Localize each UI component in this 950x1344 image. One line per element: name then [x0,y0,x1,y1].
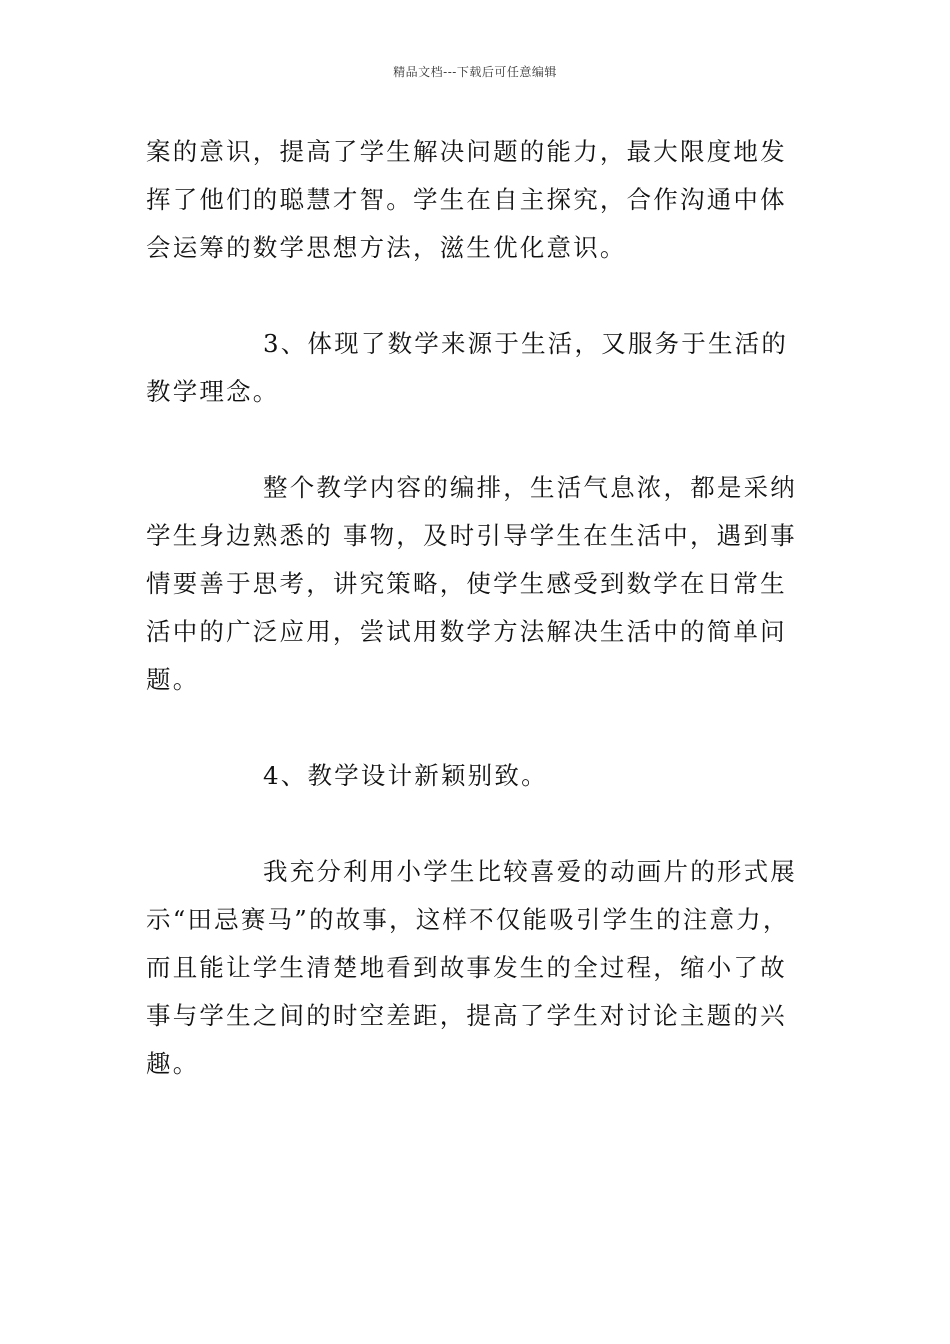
document-body [146,128,808,1088]
paragraph-4-heading: 4、教学设计新颖别致。 [263,761,548,790]
paragraph-1: 案的意识，提高了学生解决问题的能力，最大限度地发挥了他们的聪慧才智。学生在自主探究，合作沟通中体会运筹的数学思想方法，滋生优化意识。 [146,137,787,262]
paragraph-2-heading: 3、体现了数学来源于生活，又服务于生活的教学理念。 [146,329,789,406]
page-header: 精品文档---下载后可任意编辑 [393,65,557,79]
paragraph-3: 整个教学内容的编排，生活气息浓，都是采纳学生身边熟悉的 事物，及时引导学生在生活中，遇到事情要善于思考，讲究策略，使学生感受到数学在日常生活中的广泛应用，尝试用数学方法解决生活中的简单问题。 [146,473,797,694]
paragraph-5: 我充分利用小学生比较喜爱的动画片的形式展示“田忌赛马”的故事，这样不仅能吸引学生的注意力，而且能让学生清楚地看到故事发生的全过程，缩小了故事与学生之间的时空差距，提高了学生对讨论主题的兴趣。 [146,857,797,1078]
